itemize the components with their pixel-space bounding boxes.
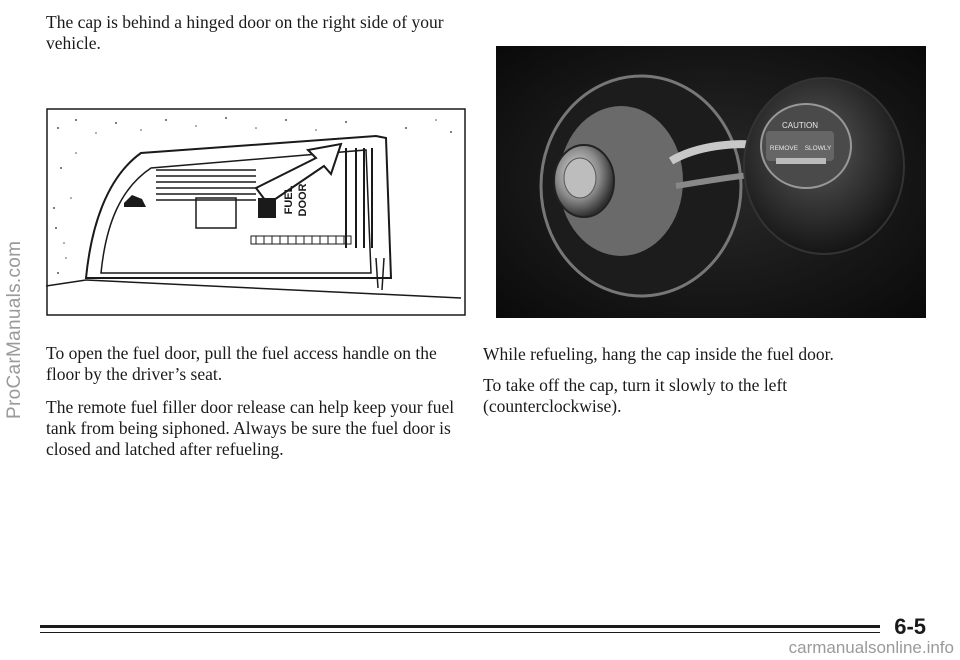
fuel-door-release-illustration <box>46 108 466 316</box>
fuel-label: FUEL <box>283 185 295 215</box>
left-paragraph-1: To open the fuel door, pull the fuel access handle on the floor by the driver’s seat. <box>46 343 437 384</box>
footer-rule-thick <box>40 625 880 628</box>
slowly-text: SLOWLY <box>804 145 832 152</box>
side-watermark: ProCarManuals.com <box>4 240 25 420</box>
footer-rule-thin <box>40 632 880 633</box>
door-label: DOOR <box>297 183 309 217</box>
fuel-cap-photo <box>496 46 926 318</box>
page-number: 6-5 <box>894 614 926 639</box>
remove-text: REMOVE <box>769 145 799 152</box>
caution-text: CAUTION <box>782 121 818 130</box>
left-paragraph-2: The remote fuel filler door release can help keep your fuel tank from being siphoned. Always be sure the fuel door is closed and latched after refueling. <box>46 397 455 459</box>
intro-text: The cap is behind a hinged door on the right side of your vehicle. <box>46 12 444 53</box>
right-paragraph-1: While refueling, hang the cap inside the fuel door. <box>483 344 834 364</box>
footer-watermark: carmanualsonline.info <box>788 638 954 657</box>
right-paragraph-2: To take off the cap, turn it slowly to the left (counterclockwise). <box>483 375 788 416</box>
